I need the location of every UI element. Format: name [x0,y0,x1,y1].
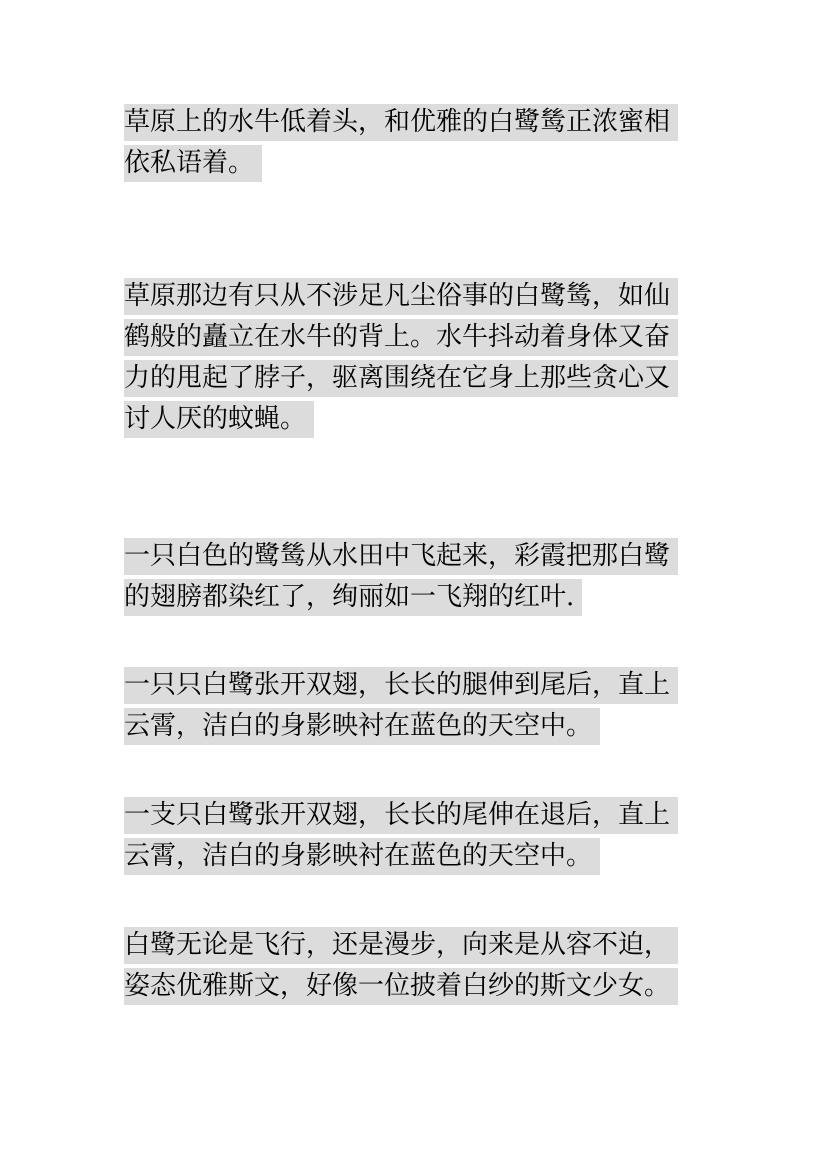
text-line [124,538,714,575]
paragraph-2 [124,278,714,442]
paragraph-6 [124,927,714,1009]
paragraph-4 [124,667,714,749]
text-line [124,319,714,356]
paragraph-5 [124,797,714,879]
text-line [124,708,714,745]
highlighted-text: 讨人厌的蚊蝇。 [124,401,314,438]
highlighted-text: 力的甩起了脖子，驱离围绕在它身上那些贪心又 [124,360,678,397]
text-line [124,579,714,616]
highlighted-text: 姿态优雅斯文，好像一位披着白纱的斯文少女。 [124,968,678,1005]
paragraph-3 [124,538,714,620]
highlighted-text: 依私语着。 [124,145,262,182]
highlighted-text: 鹤般的矗立在水牛的背上。水牛抖动着身体又奋 [124,319,678,356]
highlighted-text: 一只只白鹭张开双翅，长长的腿伸到尾后，直上 [124,667,678,704]
highlighted-text: 一支只白鹭张开双翅，长长的尾伸在退后，直上 [124,797,678,834]
highlighted-text: 草原上的水牛低着头，和优雅的白鹭鸶正浓蜜相 [124,104,678,141]
text-line [124,360,714,397]
text-line [124,145,714,182]
text-line [124,104,714,141]
highlighted-text: 一只白色的鹭鸶从水田中飞起来，彩霞把那白鹭 [124,538,678,575]
text-line [124,927,714,964]
highlighted-text: 白鹭无论是飞行，还是漫步，向来是从容不迫， [124,927,678,964]
highlighted-text: 的翅膀都染红了，绚丽如一飞翔的红叶. [124,579,582,616]
highlighted-text: 云霄，洁白的身影映衬在蓝色的天空中。 [124,708,600,745]
text-line [124,838,714,875]
text-line [124,797,714,834]
text-line [124,667,714,704]
highlighted-text: 云霄，洁白的身影映衬在蓝色的天空中。 [124,838,600,875]
paragraph-1 [124,104,714,186]
highlighted-text: 草原那边有只从不涉足凡尘俗事的白鹭鸶，如仙 [124,278,678,315]
text-line [124,401,714,438]
text-line [124,968,714,1005]
text-line [124,278,714,315]
